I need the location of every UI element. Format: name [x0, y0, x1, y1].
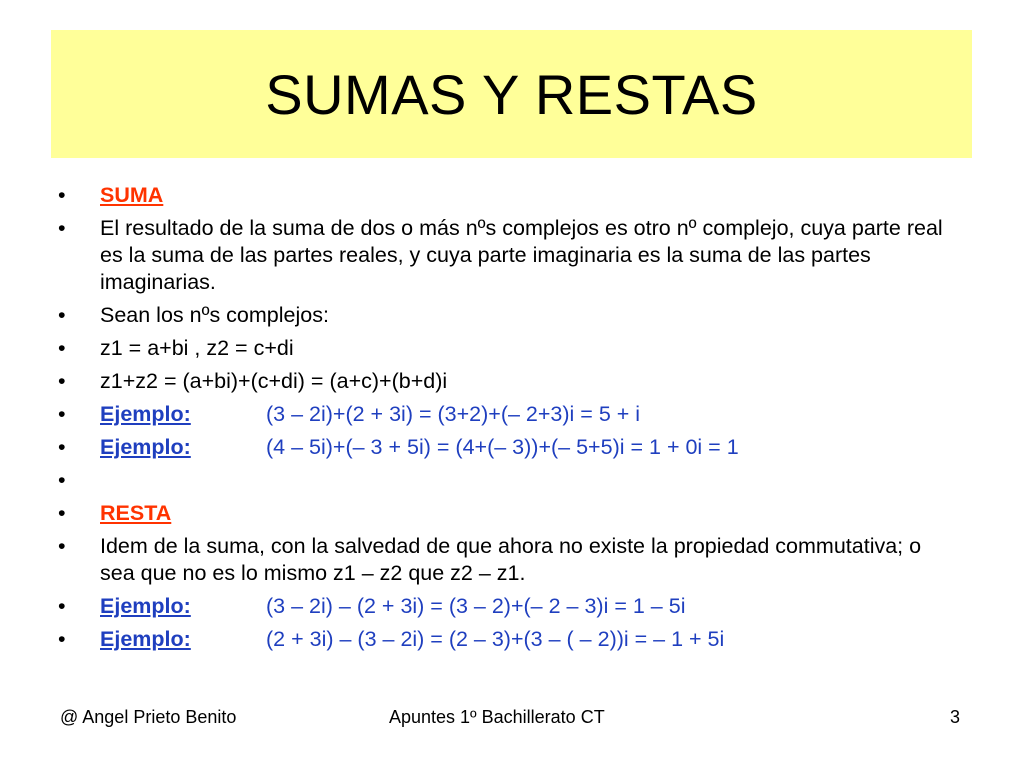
bullet-list — [58, 182, 958, 653]
bullet-text: z1 = a+bi , z2 = c+di — [100, 336, 294, 360]
bullet-item — [58, 368, 958, 395]
title-banner — [51, 30, 972, 158]
example-equation: (4 – 5i)+(– 3 + 5i) = (4+(– 3))+(– 5+5)i = 1 + 0i = 1 — [266, 435, 739, 459]
bullet-item — [58, 626, 958, 653]
bullet-icon: • — [58, 402, 66, 426]
example-equation: (2 + 3i) – (3 – 2i) = (2 – 3)+(3 – ( – 2))i = – 1 + 5i — [266, 627, 725, 651]
bullet-item — [58, 335, 958, 362]
bullet-icon: • — [58, 216, 66, 240]
bullet-icon: • — [58, 594, 66, 618]
bullet-icon: • — [58, 627, 66, 651]
bullet-icon: • — [58, 369, 66, 393]
example-equation: (3 – 2i) – (2 + 3i) = (3 – 2)+(– 2 – 3)i = 1 – 5i — [266, 594, 686, 618]
bullet-item — [58, 215, 958, 296]
bullet-icon: • — [58, 183, 66, 207]
bullet-item — [58, 182, 958, 209]
bullet-item — [58, 401, 958, 428]
example-equation: (3 – 2i)+(2 + 3i) = (3+2)+(– 2+3)i = 5 + i — [266, 402, 641, 426]
slide-content — [58, 182, 958, 659]
bullet-icon: • — [58, 468, 66, 492]
bullet-item — [58, 434, 958, 461]
bullet-icon: • — [58, 435, 66, 459]
example-label: Ejemplo: — [100, 435, 191, 459]
bullet-text: Sean los nºs complejos: — [100, 303, 329, 327]
bullet-item — [58, 593, 958, 620]
bullet-icon: • — [58, 501, 66, 525]
footer-author: @ Angel Prieto Benito — [60, 707, 237, 727]
section-heading: SUMA — [100, 183, 164, 207]
example-label: Ejemplo: — [100, 402, 191, 426]
bullet-icon: • — [58, 336, 66, 360]
bullet-text: El resultado de la suma de dos o más nºs complejos es otro nº complejo, cuya parte real es la suma de las partes reales, y cuya parte imaginaria es la suma de las partes imaginarias. — [100, 216, 943, 294]
slide-footer — [0, 707, 1024, 731]
section-heading: RESTA — [100, 501, 172, 525]
empty-bullet-item — [58, 467, 958, 494]
bullet-icon: • — [58, 534, 66, 558]
bullet-icon: • — [58, 303, 66, 327]
bullet-text: Idem de la suma, con la salvedad de que ahora no existe la propiedad commutativa; o sea que no es lo mismo z1 – z2 que z2 – z1. — [100, 534, 922, 585]
bullet-item — [58, 533, 958, 587]
footer-course: Apuntes 1º Bachillerato CT — [389, 707, 605, 727]
bullet-text: z1+z2 = (a+bi)+(c+di) = (a+c)+(b+d)i — [100, 369, 448, 393]
slide-title: SUMAS Y RESTAS — [265, 62, 758, 126]
example-label: Ejemplo: — [100, 627, 191, 651]
bullet-item — [58, 500, 958, 527]
footer-page-number: 3 — [950, 707, 961, 727]
bullet-item — [58, 302, 958, 329]
example-label: Ejemplo: — [100, 594, 191, 618]
